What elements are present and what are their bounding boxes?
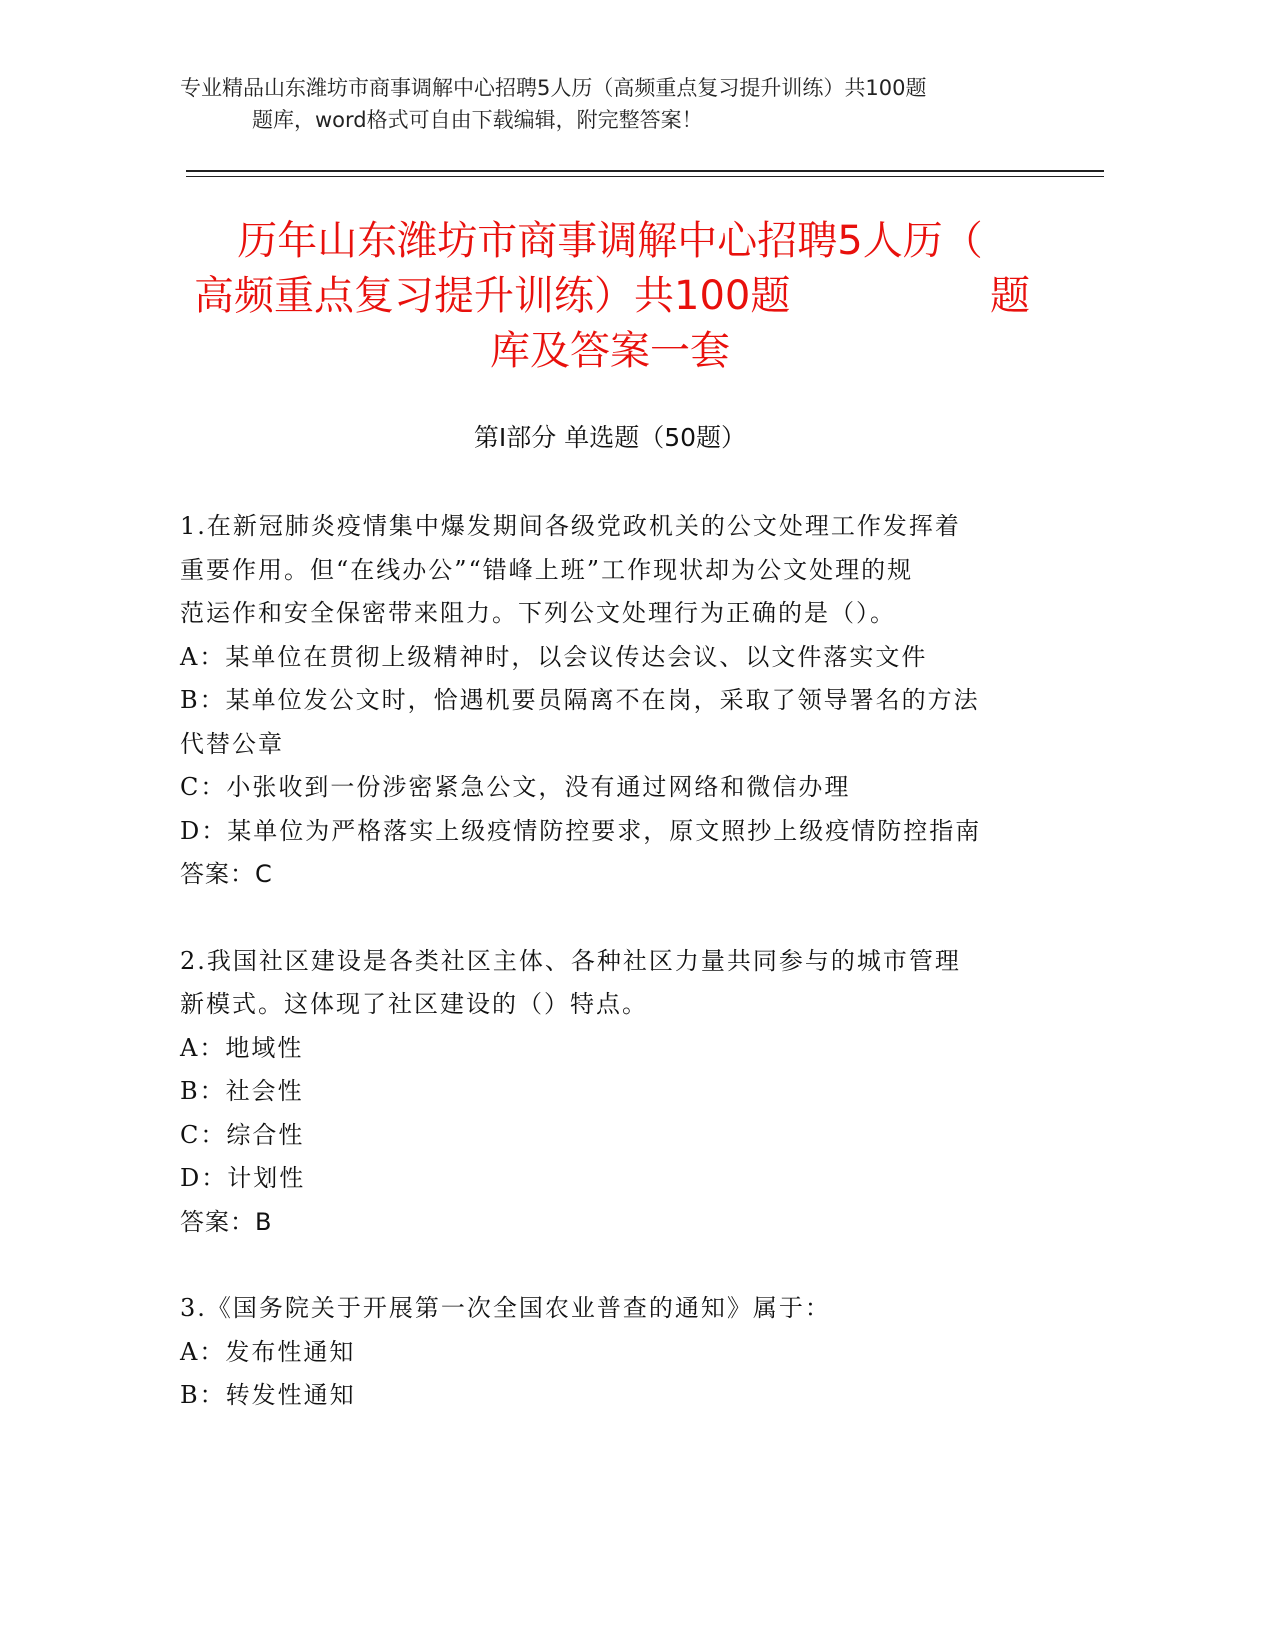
question-answer	[180, 1201, 1040, 1245]
question-option: 代替公章	[180, 729, 284, 758]
header-note-line: 专业精品山东潍坊市商事调解中心招聘5人历（高频重点复习提升训练）共100题	[180, 76, 927, 100]
question-stem-line: 3.《国务院关于开展第一次全国农业普查的通知》属于：	[180, 1294, 831, 1322]
question-item	[180, 505, 1040, 897]
question-item	[180, 1287, 1040, 1418]
header-divider	[186, 170, 1104, 172]
question-stem-line: 新模式。这体现了社区建设的（）特点。	[180, 990, 648, 1018]
question-option: A：地域性	[180, 1033, 304, 1062]
question-option: B：某单位发公文时，恰遇机要员隔离不在岗，采取了领导署名的方法	[180, 686, 980, 714]
question-stem-line: 范运作和安全保密带来阻力。下列公文处理行为正确的是（）。	[180, 599, 896, 627]
header-divider-thin	[186, 176, 1104, 177]
title-line: 库及答案一套	[490, 328, 730, 374]
answer-value: B	[255, 1207, 272, 1236]
question-option: A：发布性通知	[180, 1337, 356, 1366]
question-answer	[180, 853, 1040, 897]
question-option: C：小张收到一份涉密紧急公文，没有通过网络和微信办理	[180, 773, 851, 801]
title-line-right: 题	[990, 273, 1030, 319]
question-item	[180, 940, 1040, 1245]
document-title	[180, 214, 1040, 379]
answer-label: 答案：	[180, 860, 255, 888]
answer-value: C	[255, 860, 272, 888]
section-title: 第Ⅰ部分 单选题（50题）	[473, 423, 747, 452]
question-stem-line: 1.在新冠肺炎疫情集中爆发期间各级党政机关的公文处理工作发挥着	[180, 512, 961, 540]
header-note-line: 题库，word格式可自由下载编辑，附完整答案！	[252, 108, 703, 132]
title-line: 历年山东潍坊市商事调解中心招聘5人历（	[237, 218, 983, 264]
question-stem-line: 2.我国社区建设是各类社区主体、各种社区力量共同参与的城市管理	[180, 946, 961, 975]
question-list	[180, 505, 1040, 1461]
title-line-left: 高频重点复习提升训练）共100题	[194, 273, 791, 319]
question-option: D：某单位为严格落实上级疫情防控要求，原文照抄上级疫情防控指南	[180, 816, 982, 845]
question-option: B：转发性通知	[180, 1381, 356, 1409]
question-option: C：综合性	[180, 1120, 305, 1149]
question-option: A：某单位在贯彻上级精神时，以会议传达会议、以文件落实文件	[180, 642, 928, 671]
title-line	[180, 269, 1040, 324]
question-option: D：计划性	[180, 1164, 306, 1192]
header-note	[180, 72, 1050, 136]
question-option: B：社会性	[180, 1077, 304, 1105]
question-stem-line: 重要作用。但“在线办公”“错峰上班”工作现状却为公文处理的规	[180, 555, 914, 584]
answer-label: 答案：	[180, 1207, 255, 1236]
